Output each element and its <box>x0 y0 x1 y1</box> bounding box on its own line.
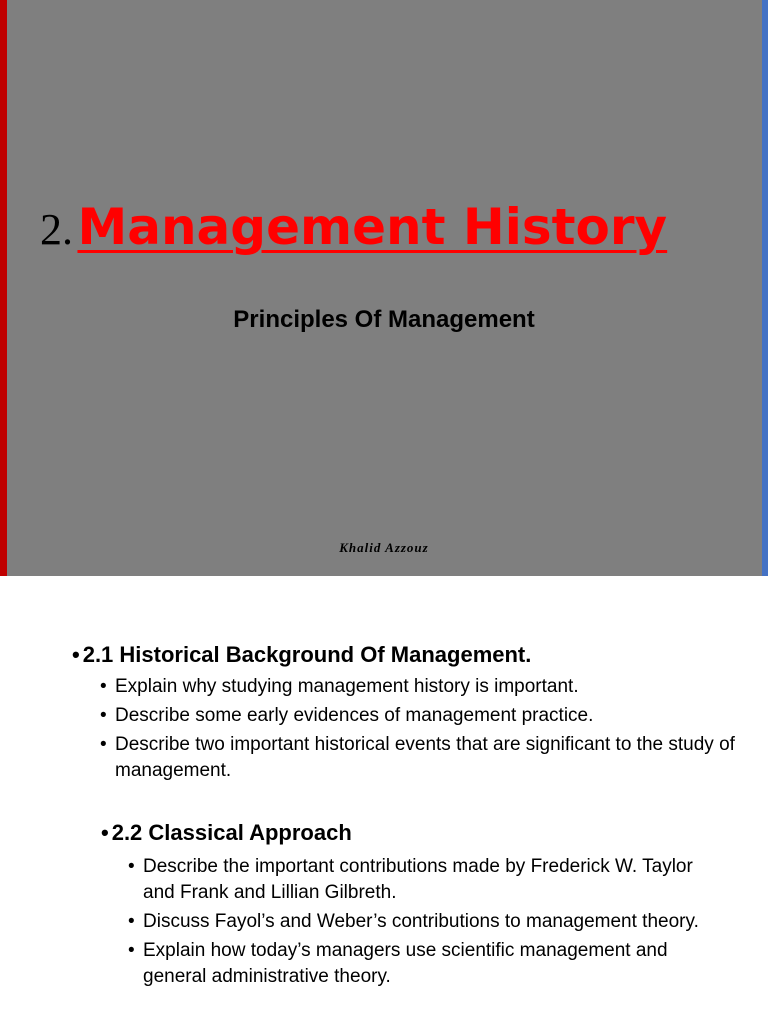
list-item: • Describe two important historical events that are significant to the study of management. <box>100 732 740 784</box>
slide-title <box>40 198 760 256</box>
title-number: 2. <box>40 205 73 254</box>
slide-subtitle: Principles Of Management <box>233 306 535 333</box>
left-accent-bar <box>0 0 7 576</box>
list-item: • Discuss Fayol’s and Weber’s contributions to management theory. <box>128 909 728 935</box>
list-item: • Describe the important contributions made by Frederick W. Taylor and Frank and Lillian Gilbreth. <box>128 854 728 906</box>
section-heading-2-2 <box>101 820 352 846</box>
list-item: • Explain why studying management history is important. <box>100 674 740 700</box>
right-accent-bar <box>762 0 768 576</box>
list-item: • Describe some early evidences of management practice. <box>100 703 740 729</box>
author-name: Khalid Azzouz <box>339 540 429 555</box>
section-2-2-list <box>128 854 728 993</box>
title-text: Management History <box>77 198 668 256</box>
section-heading-2-2-text: 2.2 Classical Approach <box>111 820 352 845</box>
section-heading-2-1 <box>72 642 531 668</box>
section-heading-2-1-text: 2.1 Historical Background Of Management. <box>82 642 532 667</box>
outline-slide <box>0 576 768 1024</box>
section-2-1-list <box>100 674 740 787</box>
list-item: • Explain how today’s managers use scientific management and general administrative theory. <box>128 938 728 990</box>
